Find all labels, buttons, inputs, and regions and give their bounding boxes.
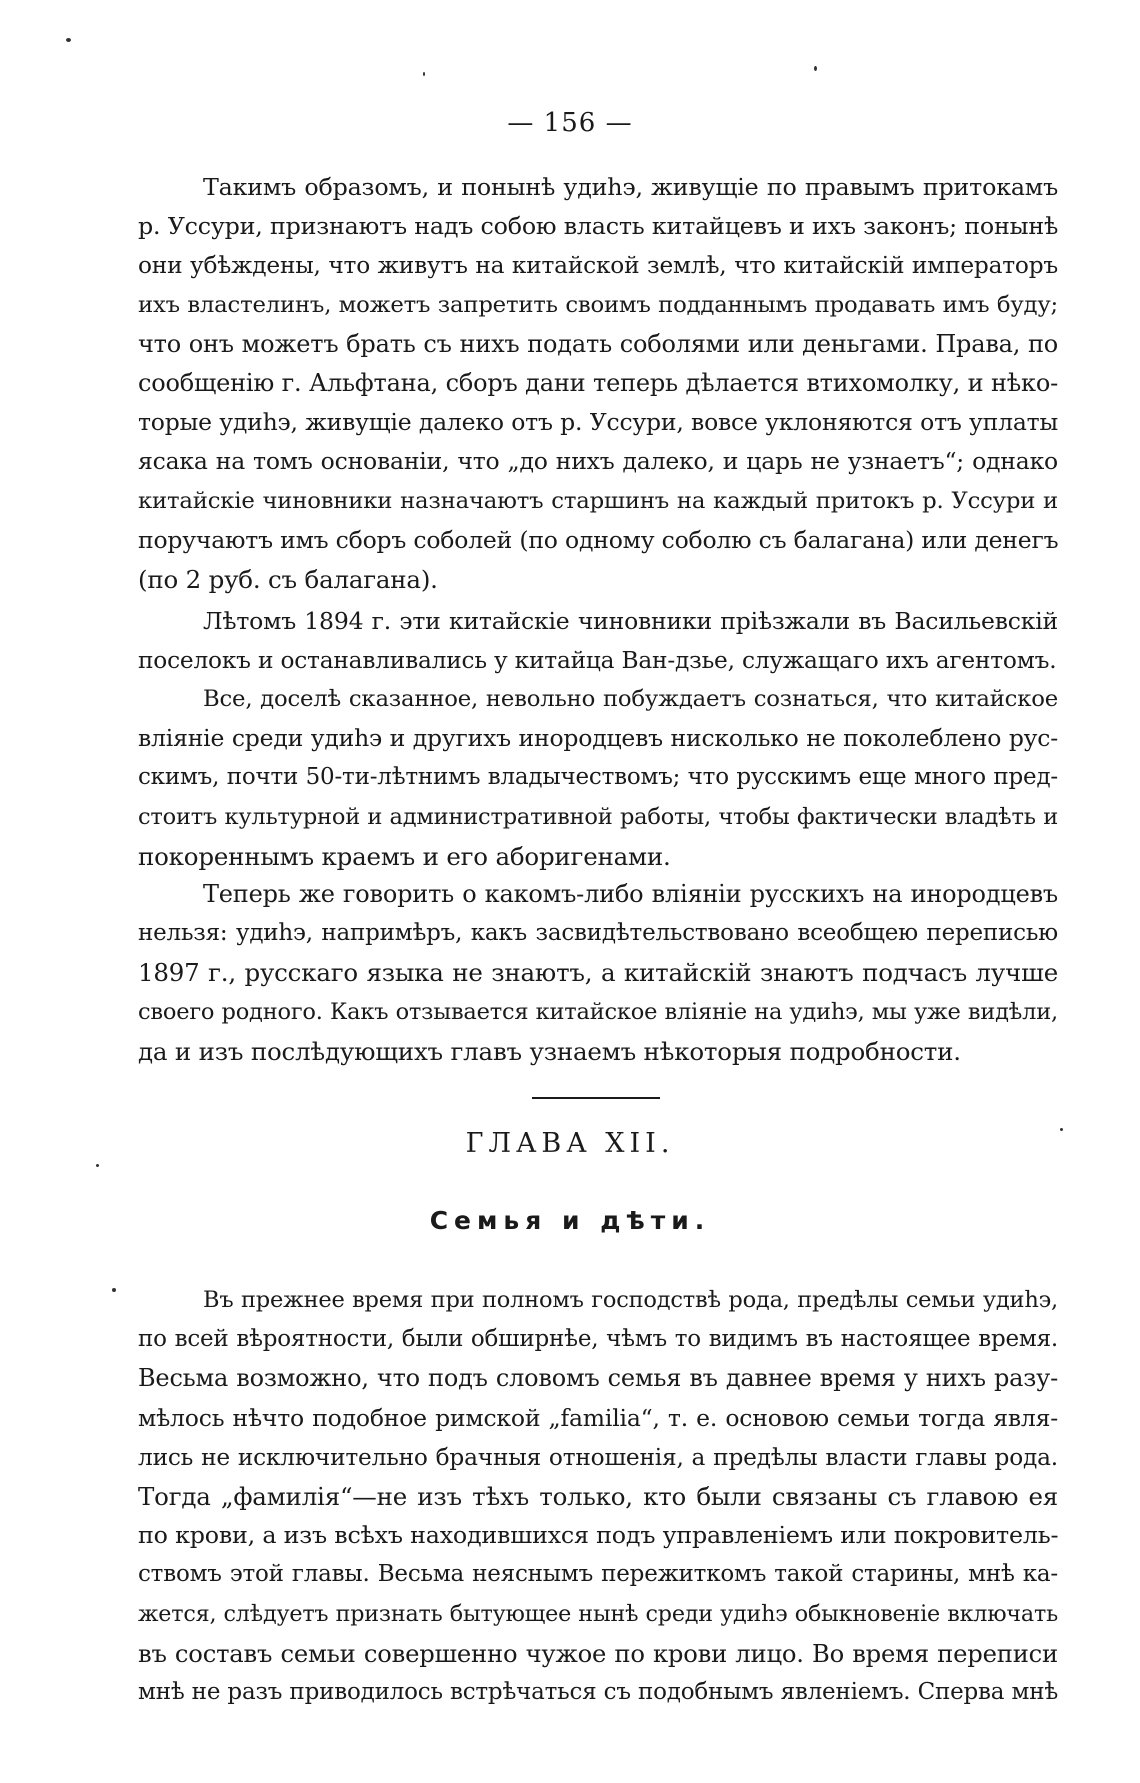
text-line: поселокъ и останавливались у китайца Ван-дзье, служащаго ихъ агентомъ. bbox=[138, 647, 1057, 675]
paragraph bbox=[138, 1281, 1058, 1712]
paragraph bbox=[138, 680, 1058, 876]
text-line: Весьма возможно, что подъ словомъ семья въ давнее время у нихъ разу- bbox=[138, 1364, 1058, 1393]
text-line: 1897 г., русскаго языка не знаютъ, а китайскій знаютъ подчасъ лучше bbox=[138, 958, 1058, 988]
text-line: мнѣ не разъ приводилось встрѣчаться съ подобнымъ явленіемъ. Сперва мнѣ bbox=[138, 1678, 1058, 1705]
text-line: торые удиһэ, живущіе далеко отъ р. Уссури, вовсе уклоняются отъ уплаты bbox=[138, 408, 1058, 437]
text-line: вліяніе среди удиһэ и другихъ инородцевъ нисколько не поколеблено рус- bbox=[138, 724, 1058, 753]
text-line: сообщенію г. Альфтана, сборъ дани теперь дѣлается втихомолку, и нѣко- bbox=[138, 368, 1058, 397]
text-line: въ составъ семьи совершенно чужое по крови лицо. Во время переписи bbox=[138, 1638, 1058, 1668]
text-line: Въ прежнее время при полномъ господствѣ рода, предѣлы семьи удиһэ, bbox=[203, 1287, 1058, 1313]
print-speck bbox=[112, 1288, 116, 1292]
text-line: да и изъ послѣдующихъ главъ узнаемъ нѣкоторыя подробности. bbox=[138, 1036, 961, 1066]
text-line: лись не исключительно брачныя отношенія, а предѣлы власти главы рода. bbox=[138, 1443, 1058, 1471]
print-speck bbox=[66, 38, 71, 42]
text-line: Такимъ образомъ, и понынѣ удиһэ, живущіе по правымъ притокамъ bbox=[203, 173, 1058, 201]
text-line: по всей вѣроятности, были обширнѣе, чѣмъ то видимъ въ настоящее время. bbox=[138, 1326, 1058, 1353]
print-speck bbox=[96, 1164, 99, 1167]
section-divider bbox=[532, 1097, 660, 1099]
text-line: нельзя: удиһэ, напримѣръ, какъ засвидѣтельствовано всеобщею переписью bbox=[138, 920, 1058, 947]
text-line: Тогда „фамилія“—не изъ тѣхъ только, кто были связаны съ главою ея bbox=[138, 1481, 1058, 1511]
print-speck bbox=[814, 66, 817, 71]
text-line: мѣлось нѣчто подобное римской „familia“, т. е. основою семьи тогда явля- bbox=[138, 1403, 1058, 1432]
text-line: Все, доселѣ сказанное, невольно побуждаетъ сознаться, что китайское bbox=[203, 686, 1058, 712]
chapter-subtitle: Семья и дѣти. bbox=[429, 1206, 711, 1235]
text-line: (по 2 руб. съ балагана). bbox=[138, 564, 438, 594]
text-line: ствомъ этой главы. Весьма неяснымъ пережиткомъ такой старины, мнѣ ка- bbox=[138, 1561, 1058, 1588]
paragraph bbox=[138, 168, 1058, 599]
text-line: они убѣждены, что живутъ на китайской землѣ, что китайскій императоръ bbox=[138, 252, 1058, 280]
text-line: по крови, а изъ всѣхъ находившихся подъ управленіемъ или покровитель- bbox=[138, 1521, 1059, 1550]
text-line: ясака на томъ основаніи, что „до нихъ далеко, и царь не узнаетъ“; однако bbox=[138, 447, 1058, 476]
text-line: покореннымъ краемъ и его аборигенами. bbox=[138, 841, 671, 871]
text-line: поручаютъ имъ сборъ соболей (по одному соболю съ балагана) или денегъ bbox=[138, 525, 1059, 554]
text-line: ихъ властелинъ, можетъ запретить своимъ подданнымъ продавать имъ буду; bbox=[138, 291, 1058, 318]
text-line: жется, слѣдуетъ признать бытующее нынѣ среди удиһэ обыкновеніе включать bbox=[138, 1600, 1058, 1627]
text-line: стоитъ культурной и административной работы, чтобы фактически владѣть и bbox=[138, 803, 1058, 830]
text-line: что онъ можетъ брать съ нихъ подать соболями или деньгами. Права, по bbox=[138, 329, 1058, 358]
text-line: скимъ, почти 50-ти-лѣтнимъ владычествомъ; что русскимъ еще много пред- bbox=[138, 764, 1058, 791]
text-line: р. Уссури, признаютъ надъ собою власть китайцевъ и ихъ законъ; понынѣ bbox=[138, 212, 1059, 241]
text-line: китайскіе чиновники назначаютъ старшинъ на каждый притокъ р. Уссури и bbox=[138, 487, 1058, 514]
print-speck bbox=[423, 72, 425, 76]
text-line: своего родного. Какъ отзывается китайское вліяніе на удиһэ, мы уже видѣли, bbox=[138, 998, 1058, 1025]
paragraph bbox=[138, 602, 1058, 680]
paragraph bbox=[138, 875, 1058, 1071]
page-number: — 156 — bbox=[507, 108, 633, 138]
text-line: Лѣтомъ 1894 г. эти китайскіе чиновники пріѣзжали въ Васильевскій bbox=[203, 607, 1058, 635]
text-line: Теперь же говорить о какомъ-либо вліяніи русскихъ на инородцевъ bbox=[203, 880, 1058, 908]
chapter-title: ГЛАВА XII. bbox=[465, 1128, 675, 1159]
